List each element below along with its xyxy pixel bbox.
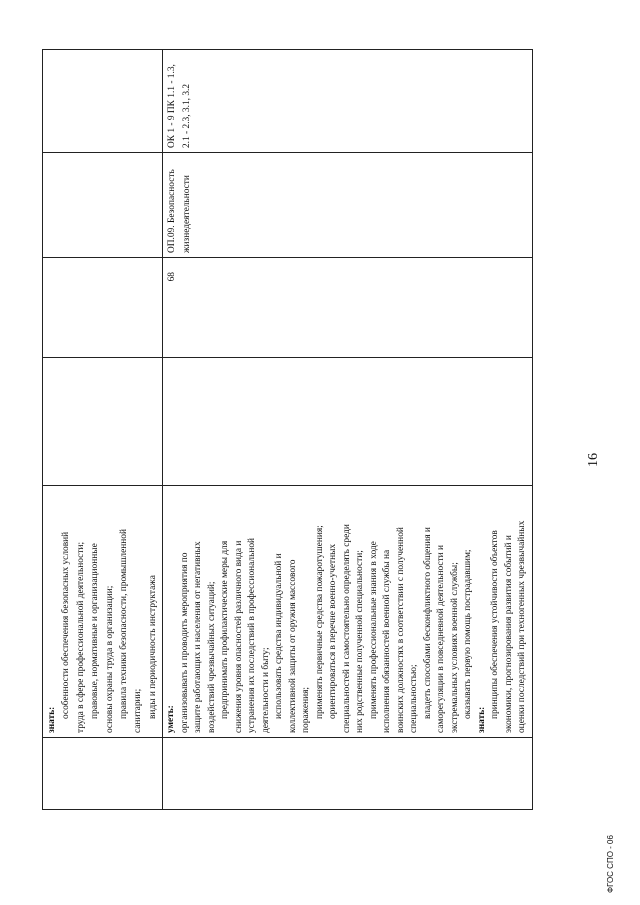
knowledge-line: правила техники безопасности, промышленной bbox=[119, 528, 130, 719]
max-hours-cell bbox=[43, 358, 163, 486]
skill-line: специальностей и самостоятельно определять среди bbox=[341, 524, 352, 733]
knowledge-line: оценки последствий при техногенных чрезвычайных bbox=[517, 520, 528, 733]
knowledge-line: труда в сфере профессиональной деятельности; bbox=[75, 541, 86, 733]
table-row-knowledge bbox=[43, 50, 163, 810]
skills-description-cell bbox=[163, 486, 533, 738]
skill-line: использовать средства индивидуальной и bbox=[274, 553, 285, 719]
index-cell bbox=[43, 738, 163, 810]
knowledge-line: принципы обеспечения устойчивости объектов bbox=[490, 530, 501, 719]
discipline-cell: ОП.09. Безопасность жизнедеятельности bbox=[163, 153, 533, 258]
index-cell bbox=[163, 738, 533, 810]
table-row-skills bbox=[163, 50, 533, 810]
competences-cell: ОК 1 - 9 ПК 1.1 - 1.3, 2.1 - 2.3, 3.1, 3.2 bbox=[163, 50, 533, 153]
skill-line: устранения их последствий в профессиональной bbox=[247, 537, 258, 733]
document-code: ФГОС СПО - 06 bbox=[606, 835, 615, 893]
skill-line: ориентироваться в перечне военно-учетных bbox=[328, 543, 339, 719]
skill-line: экстремальных условиях военной службы; bbox=[449, 562, 460, 733]
skill-line: снижения уровня опасностей различного вида и bbox=[233, 540, 244, 733]
skill-line: защите работающих и населения от негативных bbox=[193, 541, 204, 733]
skill-line: исполнения обязанностей военной службы на bbox=[382, 549, 393, 733]
knowledge-line: виды и периодичность инструктажа bbox=[147, 575, 158, 719]
skill-line: предпринимать профилактические меры для bbox=[220, 540, 231, 719]
skill-line: коллективной защиты от оружия массового bbox=[287, 559, 298, 733]
skills-heading: уметь: bbox=[166, 705, 177, 733]
skill-line: поражения; bbox=[301, 686, 312, 733]
skill-line: применять профессиональные знания в ходе bbox=[368, 541, 379, 719]
skill-line: применять первичные средства пожаротушения; bbox=[314, 525, 325, 719]
skill-line: воинских должностях в соответствии с полученной bbox=[395, 527, 406, 733]
skill-line: воздействий чрезвычайных ситуаций; bbox=[206, 581, 217, 733]
skill-line: специальностью; bbox=[409, 664, 420, 733]
max-hours-cell bbox=[163, 358, 533, 486]
page-number: 16 bbox=[586, 453, 601, 467]
knowledge-line: основы охраны труда в организации; bbox=[104, 585, 115, 733]
hours-cell: 68 bbox=[163, 258, 533, 358]
knowledge-heading: знать: bbox=[476, 706, 487, 733]
standard-requirements-table bbox=[42, 49, 533, 810]
knowledge-line: особенности обеспечения безопасных условий bbox=[61, 531, 72, 719]
skill-line: них родственные полученной специальности; bbox=[355, 550, 366, 733]
knowledge-line: правовые, нормативные и организационные bbox=[90, 543, 101, 719]
knowledge-line: экономики, прогнозирования развития событий и bbox=[503, 535, 514, 733]
knowledge-line: санитарии; bbox=[133, 688, 144, 733]
hours-cell bbox=[43, 258, 163, 358]
skill-line: оказывать первую помощь пострадавшим; bbox=[463, 549, 474, 719]
skill-line: владеть способами бесконфликтного общения и bbox=[422, 527, 433, 719]
knowledge-description-cell bbox=[43, 486, 163, 738]
knowledge-heading: знать: bbox=[47, 706, 57, 733]
discipline-cell bbox=[43, 153, 163, 258]
skill-line: организовывать и проводить мероприятия по bbox=[179, 552, 190, 733]
skill-line: деятельности и быту; bbox=[260, 647, 271, 733]
competences-cell bbox=[43, 50, 163, 153]
skill-line: саморегуляции в повседневной деятельности и bbox=[436, 544, 447, 733]
